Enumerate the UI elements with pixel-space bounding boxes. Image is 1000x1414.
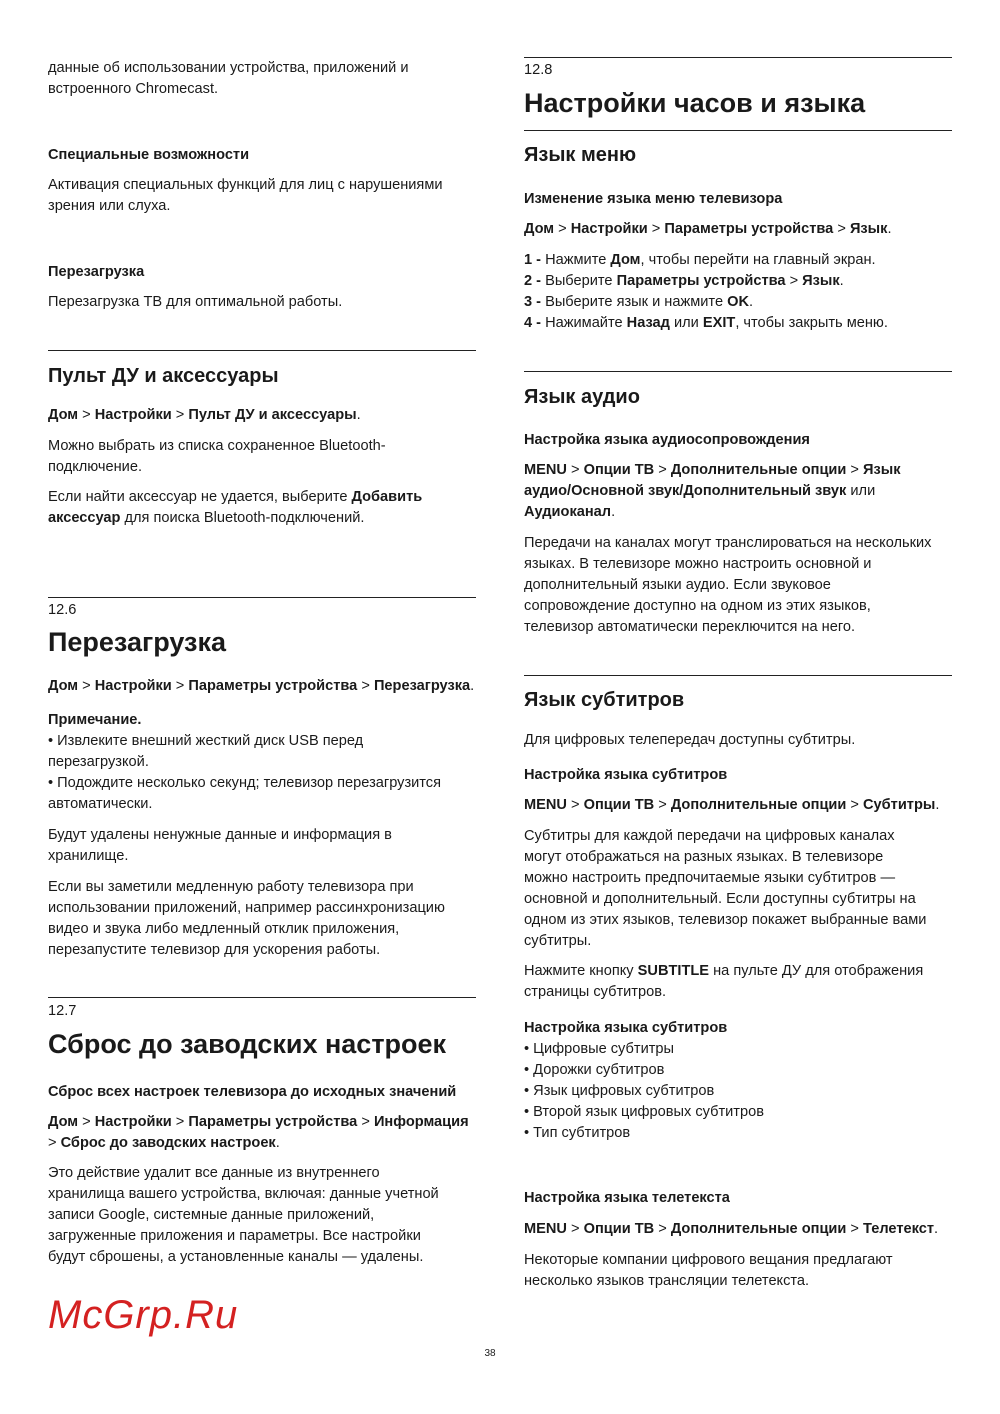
subheading: Сброс всех настроек телевизора до исходных значений [48, 1084, 457, 1100]
text-line [48, 773, 441, 794]
accessibility-paragraph [48, 175, 443, 217]
text-line [524, 596, 931, 617]
text-line [48, 79, 409, 100]
divider [48, 997, 476, 998]
text: Нажмите [541, 252, 611, 268]
text-line [48, 58, 409, 79]
text: • Язык цифровых субтитров [524, 1083, 715, 1099]
text: . [611, 504, 616, 520]
text: > [78, 407, 95, 423]
text-line [524, 982, 923, 1003]
text: • Дорожки субтитров [524, 1062, 665, 1078]
menu-path [48, 676, 474, 697]
text-line [48, 919, 445, 940]
section-number: 12.7 [48, 1003, 77, 1019]
text: > [554, 221, 571, 237]
menu-path [524, 219, 892, 240]
subtitle-settings-list [524, 1018, 764, 1144]
text: страницы субтитров. [524, 984, 667, 1000]
bold-text: Добавить [351, 489, 423, 505]
text-line [48, 752, 441, 773]
text: . [356, 407, 361, 423]
text: Активация специальных функций для лиц с нарушениями [48, 177, 443, 193]
section-number: 12.6 [48, 602, 77, 618]
text: . [839, 273, 844, 289]
text: . [275, 1135, 280, 1151]
bold-text: Дополнительные опции [670, 797, 847, 813]
paragraph [48, 825, 392, 867]
text-line [48, 731, 441, 752]
subheading: Настройка языка субтитров [524, 767, 728, 783]
text: Субтитры для каждой передачи на цифровых каналах [524, 828, 895, 844]
text-line [524, 313, 888, 334]
heading-menu-language: Язык меню [524, 144, 637, 166]
text-line [524, 1039, 764, 1060]
text: • Подождите несколько секунд; телевизор перезагрузится [48, 775, 442, 791]
restart-paragraph [48, 292, 342, 313]
watermark: McGrp.Ru [48, 1293, 239, 1337]
text: > [846, 797, 864, 813]
bold-text: Дом [48, 1114, 79, 1130]
bold-text: Настройки [570, 221, 648, 237]
bold-text: MENU [524, 797, 567, 813]
text: субтитры. [524, 933, 592, 949]
divider [524, 57, 952, 58]
bold-text: Параметры устройства [616, 273, 786, 289]
bold-text: Телетекст [863, 1221, 934, 1237]
text-line [48, 175, 443, 196]
text-line [48, 1133, 469, 1154]
bold-text: Перезагрузка [373, 678, 471, 694]
text-line [48, 825, 392, 846]
text: Будут удалены ненужные данные и информация в [48, 827, 392, 843]
text-line [48, 508, 422, 529]
menu-path [524, 460, 901, 523]
paragraph [524, 826, 926, 952]
text: хранилища вашего устройства, включая: данные учетной [48, 1186, 439, 1202]
text-line [48, 710, 441, 731]
text-line [524, 1102, 764, 1123]
bold-text: Дополнительные опции [670, 1221, 847, 1237]
text: . [749, 294, 754, 310]
text-line [524, 533, 931, 554]
text: автоматически. [48, 796, 153, 812]
section-title-restart: Перезагрузка [48, 627, 227, 657]
text: телевизор автоматически переключится на него. [524, 619, 856, 635]
menu-path [48, 405, 361, 426]
text: Можно выбрать из списка сохраненное Bluetooth- [48, 438, 386, 454]
text-line [524, 730, 855, 751]
bold-text: EXIT [702, 315, 736, 331]
text: > [48, 1135, 61, 1151]
divider [524, 675, 952, 676]
bold-text: 1 - [524, 252, 542, 268]
paragraph [524, 1250, 893, 1292]
text: • Извлеките внешний жесткий диск USB перед [48, 733, 364, 749]
bold-text: Сброс до заводских настроек [60, 1135, 276, 1151]
text: Выберите [541, 273, 617, 289]
heading-audio-language: Язык аудио [524, 386, 640, 408]
bold-text: Дополнительные опции [670, 462, 847, 478]
text: > [785, 273, 803, 289]
text-line [524, 271, 888, 292]
text: данные об использовании устройства, приложений и [48, 60, 409, 76]
text: Перезагрузка ТВ для оптимальной работы. [48, 294, 343, 310]
text: > [846, 462, 864, 478]
text: . [935, 797, 940, 813]
text-line [524, 1081, 764, 1102]
text-line [48, 1163, 439, 1184]
bold-text: Дом [524, 221, 555, 237]
text: > [171, 407, 189, 423]
subheading: Настройка языка аудиосопровождения [524, 432, 810, 448]
text-line [48, 846, 392, 867]
text: > [78, 678, 95, 694]
text: Для цифровых телепередач доступны субтитры. [524, 732, 856, 748]
text: . [933, 1221, 939, 1237]
bold-text: SUBTITLE [637, 963, 710, 979]
bold-text: Дом [610, 252, 641, 268]
subheading: Изменение языка меню телевизора [524, 191, 783, 207]
text: встроенного Chromecast. [48, 81, 219, 97]
text-line [48, 457, 386, 478]
text-line [524, 1219, 938, 1240]
text-line [524, 847, 926, 868]
text: Если найти аксессуар не удается, выберите [48, 489, 352, 505]
bold-text: 2 - [524, 273, 542, 289]
text: Выберите язык и нажмите [541, 294, 728, 310]
text-line [48, 1112, 469, 1133]
text: для поиска Bluetooth-подключений. [120, 510, 365, 526]
bold-text: аудио/Основной звук/Дополнительный звук [524, 483, 847, 499]
text-line [524, 1250, 893, 1271]
text: > [171, 678, 189, 694]
text-line [524, 1123, 764, 1144]
text-line [48, 196, 443, 217]
text: > [357, 1114, 374, 1130]
text-line [524, 961, 923, 982]
bold-text: MENU [524, 462, 567, 478]
text-line [524, 250, 888, 271]
text: Это действие удалит все данные из внутреннего [48, 1165, 380, 1181]
text: зрения или слуха. [48, 198, 171, 214]
text: можно настроить предпочитаемые языки субтитров — [524, 870, 896, 886]
text: Передачи на каналах могут транслироваться на нескольких [524, 535, 932, 551]
text-line [48, 794, 441, 815]
bold-text: Опции ТВ [583, 797, 655, 813]
divider [48, 597, 476, 598]
text-line [524, 931, 926, 952]
steps-list [524, 250, 888, 334]
paragraph [524, 533, 931, 638]
text-line [48, 1205, 439, 1226]
page-number: 38 [484, 1348, 496, 1359]
bold-text: Дом [48, 678, 79, 694]
bold-text: Аудиоканал [524, 504, 612, 520]
heading-remote: Пульт ДУ и аксессуары [48, 365, 279, 387]
text-line [48, 292, 342, 313]
paragraph [524, 730, 855, 751]
text: > [566, 462, 584, 478]
heading-subtitle-language: Язык субтитров [524, 689, 685, 711]
text: сопровождение доступно на одном из этих языков, [524, 598, 871, 614]
section-title-factory-reset: Сброс до заводских настроек [48, 1029, 447, 1059]
bold-text: Субтитры [863, 797, 936, 813]
bold-text: Настройки [94, 407, 172, 423]
subheading-restart: Перезагрузка [48, 264, 145, 280]
paragraph [48, 436, 386, 478]
bold-text: Примечание. [48, 712, 142, 728]
text: дополнительный языки аудио. Если звуковое [524, 577, 831, 593]
bold-text: аксессуар [48, 510, 121, 526]
text-line [48, 405, 361, 426]
text-line [524, 1271, 893, 1292]
text: > [846, 1221, 864, 1237]
text-line [524, 292, 888, 313]
text-line [524, 481, 901, 502]
text: > [654, 1221, 671, 1237]
paragraph [524, 961, 923, 1003]
text: > [654, 797, 671, 813]
divider [524, 130, 952, 131]
text: > [566, 1221, 584, 1237]
bold-text: 3 - [524, 294, 542, 310]
text-line [524, 889, 926, 910]
divider [524, 371, 952, 372]
note-list [48, 710, 441, 815]
text: загруженные приложения и параметры. Все настройки [48, 1228, 421, 1244]
text: > [833, 221, 850, 237]
intro-paragraph [48, 58, 409, 100]
text: . [470, 678, 475, 694]
text: основной и дополнительный. Если доступны субтитры на [524, 891, 916, 907]
bold-text: Настройка языка субтитров [524, 1020, 728, 1036]
text: , чтобы перейти на главный экран. [640, 252, 876, 268]
text-line [524, 910, 926, 931]
text-line [48, 676, 474, 697]
text: перезагрузкой. [48, 754, 149, 770]
text-line [48, 487, 422, 508]
bold-text: OK [727, 294, 750, 310]
text: одном из этих языков, телевизор покажет выбранные вами [524, 912, 927, 928]
menu-path [524, 1219, 938, 1240]
bold-text: Язык [863, 462, 901, 478]
bold-text: Опции ТВ [583, 1221, 655, 1237]
text: • Второй язык цифровых субтитров [524, 1104, 764, 1120]
bold-text: Язык [802, 273, 840, 289]
divider [48, 350, 476, 351]
bold-text: Параметры устройства [188, 1114, 358, 1130]
bold-text: Назад [626, 315, 670, 331]
text-line [48, 940, 445, 961]
bold-text: Язык [849, 221, 888, 237]
text: > [357, 678, 374, 694]
text-line [524, 1060, 764, 1081]
text: Нажимайте [541, 315, 627, 331]
text-line [524, 617, 931, 638]
text: > [647, 221, 665, 237]
text: записи Google, системные данные приложений, [48, 1207, 375, 1223]
text: > [78, 1114, 95, 1130]
bold-text: MENU [524, 1221, 567, 1237]
text: хранилище. [48, 848, 129, 864]
text-line [524, 795, 939, 816]
paragraph [48, 1163, 439, 1268]
menu-path [48, 1112, 469, 1154]
text-line [524, 219, 892, 240]
text: . [887, 221, 892, 237]
text: будут сброшены, а установленные каналы — удалены. [48, 1249, 424, 1265]
text-line [524, 575, 931, 596]
text-line [48, 1226, 439, 1247]
text-line [48, 877, 445, 898]
text-line [524, 502, 901, 523]
bold-text: Параметры устройства [664, 221, 834, 237]
bold-text: 4 - [524, 315, 542, 331]
text: на пульте ДУ для отображения [709, 963, 924, 979]
bold-text: Настройки [94, 678, 172, 694]
text: • Цифровые субтитры [524, 1041, 675, 1057]
text-line [524, 826, 926, 847]
text: Нажмите кнопку [524, 963, 638, 979]
bold-text: Параметры устройства [188, 678, 358, 694]
bold-text: Пульт ДУ и аксессуары [188, 407, 357, 423]
text: несколько языков трансляции телетекста. [524, 1273, 810, 1289]
bold-text: Настройки [94, 1114, 172, 1130]
text: Если вы заметили медленную работу телевизора при [48, 879, 414, 895]
paragraph [48, 487, 422, 529]
text: видео и звука либо медленный отклик приложения, [48, 921, 400, 937]
text-line [48, 1247, 439, 1268]
text: или [846, 483, 876, 499]
text: , чтобы закрыть меню. [735, 315, 888, 331]
section-number: 12.8 [524, 62, 553, 78]
text-line [524, 460, 901, 481]
text-line [524, 1018, 764, 1039]
text: > [654, 462, 671, 478]
text: • Тип субтитров [524, 1125, 631, 1141]
text-line [48, 1184, 439, 1205]
text: > [171, 1114, 189, 1130]
text-line [524, 554, 931, 575]
text: или [669, 315, 703, 331]
paragraph [48, 877, 445, 961]
bold-text: Информация [373, 1114, 469, 1130]
text: использовании приложений, например рассинхронизацию [48, 900, 445, 916]
text: языках. В телевизоре можно настроить основной и [524, 556, 872, 572]
text: перезапустите телевизор для ускорения работы. [48, 942, 381, 958]
text-line [524, 868, 926, 889]
bold-text: Дом [48, 407, 79, 423]
bold-text: Опции ТВ [583, 462, 655, 478]
text-line [48, 436, 386, 457]
subheading: Настройка языка телетекста [524, 1190, 730, 1206]
text: подключение. [48, 459, 143, 475]
text: могут отображаться на разных языках. В телевизоре [524, 849, 884, 865]
text: > [566, 797, 584, 813]
text: Некоторые компании цифрового вещания предлагают [524, 1252, 893, 1268]
subheading-accessibility: Специальные возможности [48, 147, 250, 163]
text-line [48, 898, 445, 919]
menu-path [524, 795, 939, 816]
section-title-clock-language: Настройки часов и языка [524, 88, 866, 118]
